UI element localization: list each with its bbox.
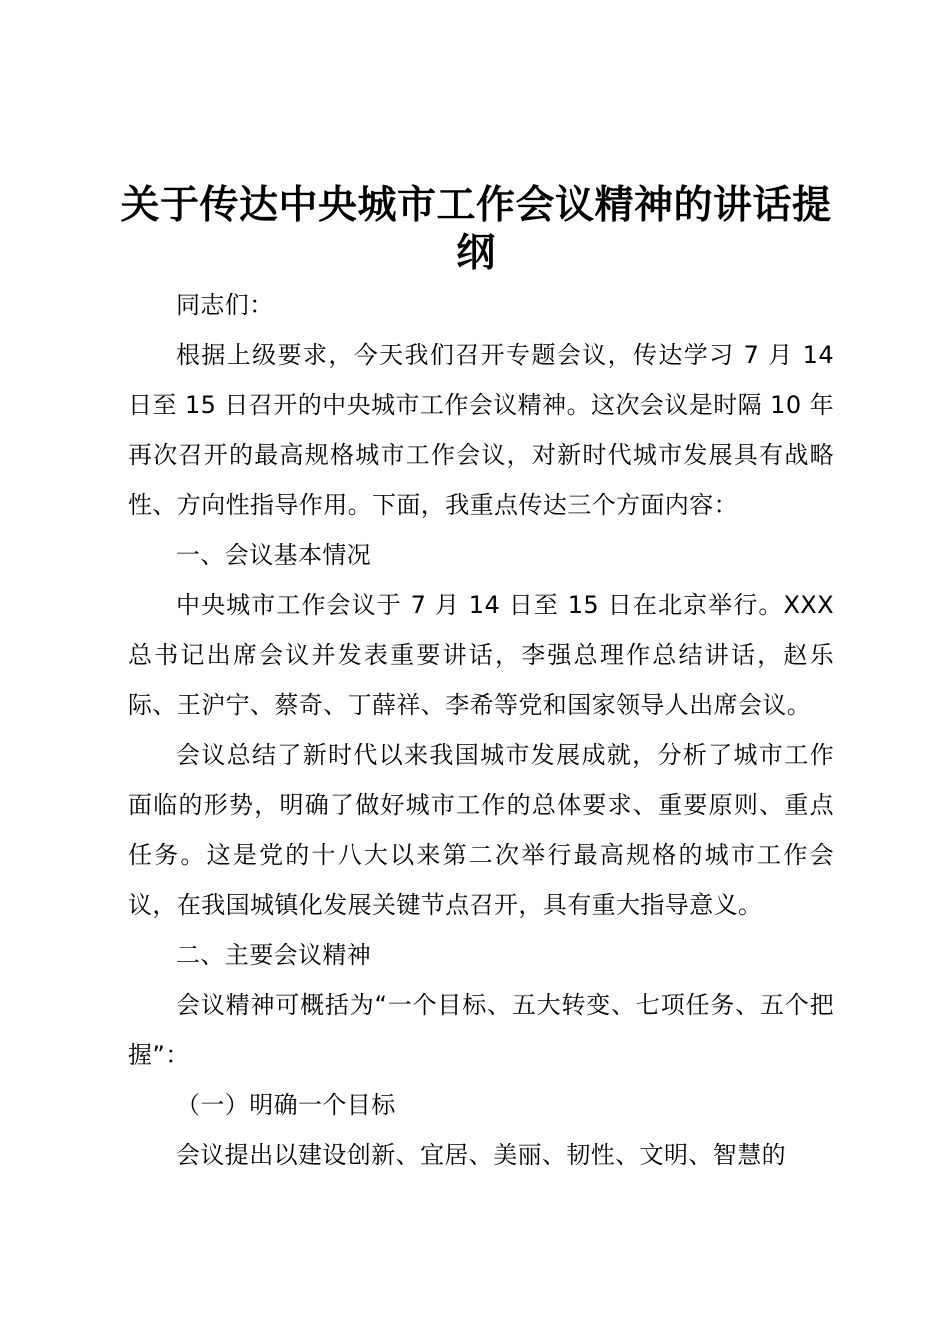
document-title: 关于传达中央城市工作会议精神的讲话提纲 xyxy=(120,183,832,276)
subsection-heading-1: （一）明确一个目标 xyxy=(176,1091,396,1119)
intro-paragraph: 根据上级要求，今天我们召开专题会议，传达学习 7 月 14 日至 15 日召开的中央城市工作会议精神。这次会议是时隔 10 年再次召开的最高规格城市工作会议，对新时代城市发展具有战略性、方向性指导作用。下面，我重点传达三个方面内容： xyxy=(128,341,834,519)
document-body xyxy=(128,280,834,1180)
spirit-summary-paragraph: 会议精神可概括为“一个目标、五大转变、七项任务、五个把握”： xyxy=(128,991,834,1069)
goal-paragraph: 会议提出以建设创新、宜居、美丽、韧性、文明、智慧的 xyxy=(176,1141,786,1169)
meeting-summary-paragraph: 会议总结了新时代以来我国城市发展成就，分析了城市工作面临的形势，明确了做好城市工作的总体要求、重要原则、重点任务。这是党的十八大以来第二次举行最高规格的城市工作会议，在我国城镇化发展关键节点召开，具有重大指导意义。 xyxy=(128,741,834,919)
meeting-info-paragraph: 中央城市工作会议于 7 月 14 日至 15 日在北京举行。XXX 总书记出席会议并发表重要讲话，李强总理作总结讲话，赵乐际、王沪宁、蔡奇、丁薛祥、李希等党和国家领导人出席会议。 xyxy=(128,591,834,719)
section-heading-1: 一、会议基本情况 xyxy=(176,541,372,569)
section-heading-2: 二、主要会议精神 xyxy=(176,941,372,969)
salutation: 同志们： xyxy=(176,291,274,319)
